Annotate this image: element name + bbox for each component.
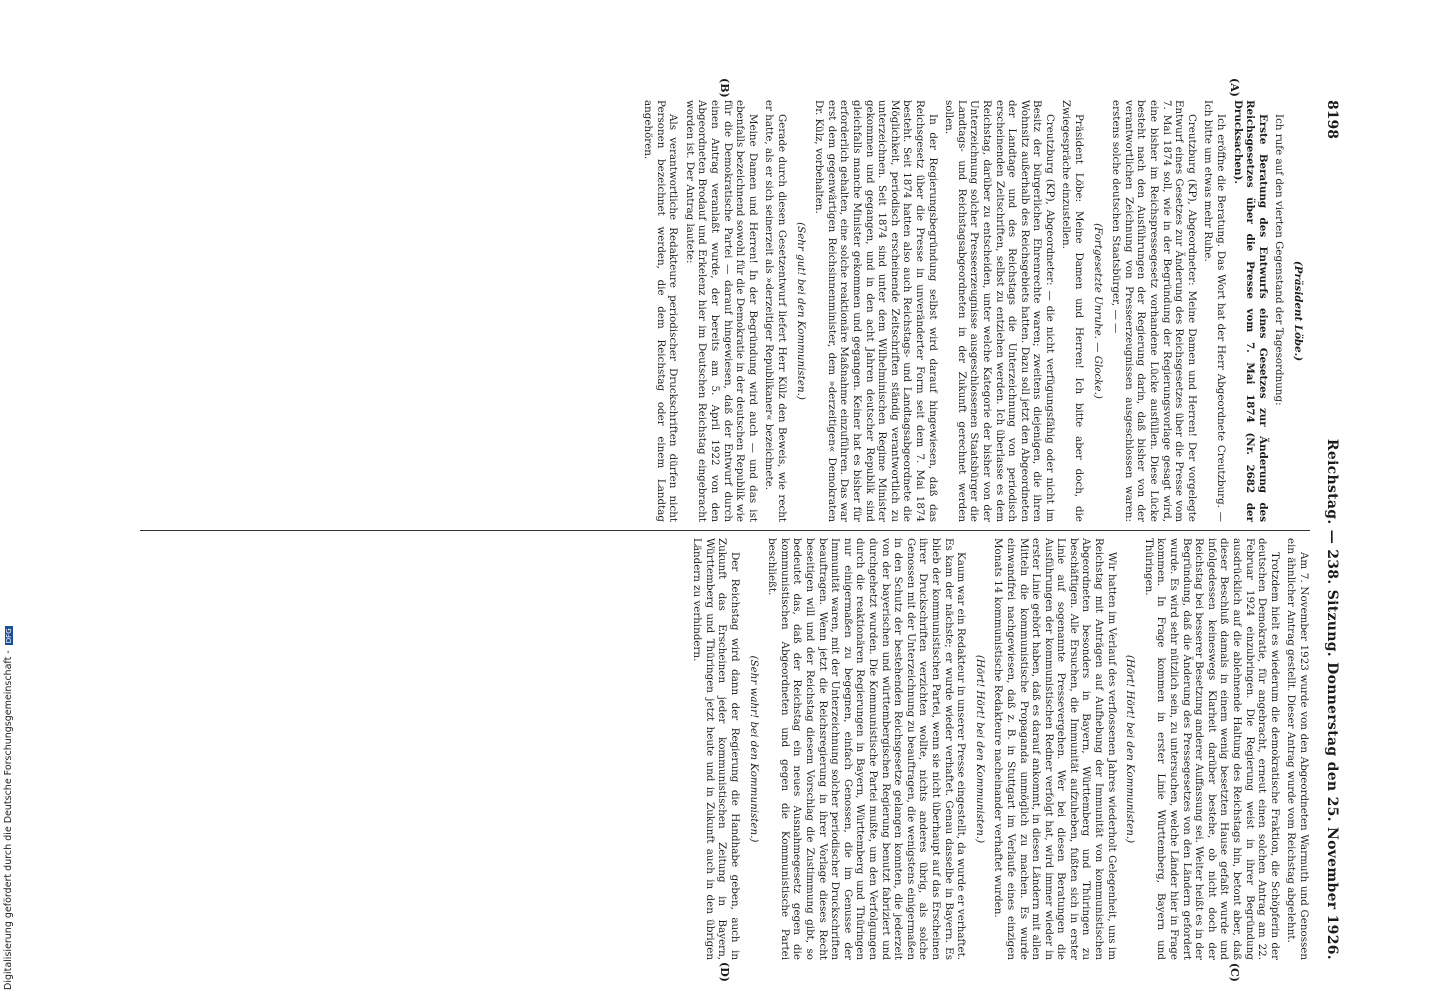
interjection: (Fortgesetzte Unruhe. — Glocke.) bbox=[1091, 223, 1104, 399]
paragraph: Präsident Löbe: Meine Damen und Herren! Ich bitte aber doch, die Zwiegespräche einzustellen. bbox=[1060, 100, 1086, 522]
scanned-page bbox=[120, 78, 1360, 982]
paragraph: Meine Damen und Herren! In der Begründung wird auch — und das ist ebenfalls bezeichnend sowohl für die Demokratie in der deutschen Republik wie für die Demokratische Partei — darauf hingewiesen, daß der Entwurf durch einen Antrag veranlaßt wurde, der bereits am 5. April 1922 von den Abgeordneten Brodauf und Erkelenz hier im Deutschen Reichstag eingebracht worden ist. Der Antrag lautete: bbox=[683, 100, 759, 522]
column-divider bbox=[140, 530, 1310, 531]
paragraph: Trotzdem hielt es wiederum die demokratische Fraktion, die Schöpferin der deutschen Demokratie, für angebracht, erneut einen solchen Antrag am 22. Februar 1924 einzubringen. Die Regierung weist in ihrer Begründung ausdrücklich auf die ablehnende Haltung des Reichstags hin, betont aber, daß dieser Beschluß damals in einem wenig besetzten Hause gefaßt wurde und infolgedessen keineswegs Klarheit darüber bestehe, ob nicht doch der Reichstag bei besserer Besetzung anderer Auffassung sei. Weiter heißt es in der Begründung, daß die Änderung des Pressegesetzes von den Ländern gefordert wurde. Es wird sehr nützlich sein, zu untersuchen, welche Länder hier in Frage kommen. In Frage kommen in erster Linie Württemberg, Bayern und Thüringen. bbox=[1142, 538, 1281, 960]
paragraph: Kaum war ein Redakteur in unserer Presse eingestellt, da wurde er verhaftet. Es kam der nächste; er wurde wieder verhaftet. Genau dasselbe in Bayern. Es blieb der kommunistischen Partei, wenn sie nicht überhaupt auf das Erscheinen ihrer Druckschriften verzichten wollte, nichts anderes übrig, als solche Genossen mit der Unterzeichnung zu beauftragen, die wenigstens einigermaßen in den Schutz der bestehenden Reichsgesetze gelangen konnten, die jederzeit von der bayerischen und württembergischen Regierung benutzt fabriziert und durchgehetzt wurden. Die Kommunistische Partei mußte, um den Verfolgungen durch die reaktionären Regierungen in Bayern, Württemberg und Thüringen nur einigermaßen zu begegnen, einfach Genossen, die im Genusse der Immunität waren, mit der Unterzeichnung solcher periodischer Druckschriften beauftragen. Wenn jetzt die Reichsregierung in ihrer Vorlage dieses Recht beseitigen will und der Reichstag diesem Vorschlag die Zustimmung gibt, so bedeutet das, daß der Reichstag ein neues Ausnahmegesetz gegen die kommunistischen Abgeordneten und gegen die Kommunistische Partei beschließt. bbox=[766, 538, 968, 960]
paragraph: Der Reichstag wird dann der Regierung die Handhabe geben, auch in Zukunft das Erscheinen jeder kommunistischen Zeitung in Bayern, Württemberg und Thüringen jetzt heute und in Zukunft auch in den übrigen Ländern zu verhindern. bbox=[691, 538, 742, 960]
interjection: (Sehr gut! bei den Kommunisten.) bbox=[794, 222, 807, 400]
paragraph: Wir hatten im Verlauf des verflossenen Jahres wiederholt Gelegenheit, uns im Reichstag mit Anträgen auf Aufhebung der Immunität von kommunistischen Abgeordneten besonders in Bayern, Württemberg und Thüringen zu beschäftigen. Alle Ersuchen, die Immunität aufzuheben, fußten sich in erster Linie auf sogenannte Pressevergehen. Wer bei diesen Beratungen die Ausführungen der kommunistischen Redner verfolgt hat, wird immer wieder in erster Linie gehört haben, daß es darauf ankommt, in diesen Ländern mit allen Mitteln die kommunistische Propaganda unmöglich zu machen. Es wurde einwandfrei nachgewiesen, daß z. B. in Stuttgart im Verlaufe eines einzigen Monats 14 kommunistische Redakteure nacheinander verhaftet wurden. bbox=[992, 538, 1118, 960]
digitization-note-text: Digitalisierung gefördert durch die Deutsche Forschungsgemeinschaft - bbox=[3, 650, 14, 990]
page-content bbox=[140, 78, 1340, 982]
page-number: 8198 bbox=[1324, 100, 1340, 139]
agenda-item: Erste Beratung des Entwurfs eines Gesetzes zur Änderung des Reichsgesetzes über die Presse vom 7. Mai 1874 (Nr. 2682 der Drucksachen). bbox=[1231, 100, 1269, 522]
quote: Als verantwortliche Redakteure periodischer Druckschriften dürfen nicht Personen bezeichnet werden, die dem Reichstag oder einem Landtag angehören. bbox=[642, 100, 680, 522]
dfg-logo: DFG bbox=[5, 628, 13, 644]
interjection: (Sehr wahr! bei den Kommunisten.) bbox=[747, 655, 760, 843]
paragraph: Creutzburg (KP), Abgeordneter: Meine Damen und Herren! Der vorgelegte Entwurf eines Gesetzes zur Änderung des Reichsgesetzes über die Presse vom 7. Mai 1874 soll, wie in der Begründung der Regierungsvorlage gesagt wird, eine bisher im Reichspressegesetz vorhandene Lücke ausfüllen. Diese Lücke besteht nach den Ausführungen der Regierung darin, daß bisher von der verantwortlichen Zeichnung von Presseerzeugnissen ausgeschlossen waren: erstens solche deutschen Staatsbürger, — — bbox=[1110, 100, 1198, 522]
right-column bbox=[140, 538, 1310, 982]
margin-marker-a: (A) bbox=[1228, 78, 1241, 97]
left-column bbox=[140, 78, 1310, 522]
margin-marker-b: (B) bbox=[718, 78, 731, 98]
interjection: (Hört! Hört! bei den Kommunisten.) bbox=[1124, 654, 1137, 844]
paragraph: Ich eröffne die Beratung. Das Wort hat der Herr Abgeordnete Creutzburg. — Ich bitte um etwas mehr Ruhe. bbox=[1202, 100, 1228, 522]
page-header bbox=[1318, 100, 1340, 960]
paragraph: Ich rufe auf den vierten Gegenstand der Tagesordnung: bbox=[1273, 114, 1286, 406]
digitization-note bbox=[3, 626, 14, 990]
paragraph: Gerade durch diesen Gesetzentwurf liefert Herr Külz den Beweis, wie recht er hatte, als er sich seinerzeit als »derzeitiger Republikaner« bezeichnete. bbox=[763, 100, 789, 522]
margin-marker-c: (C) bbox=[1228, 962, 1241, 982]
page-title: Reichstag. — 238. Sitzung. Donnerstag den 25. November 1926. bbox=[1324, 438, 1340, 960]
speaker-note: (Präsident Löbe.) bbox=[1292, 260, 1304, 362]
interjection: (Hört! Hört! bei den Kommunisten.) bbox=[973, 654, 986, 844]
side-footer bbox=[0, 0, 16, 1000]
paragraph: Am 7. November 1923 wurde von den Abgeordneten Warmuth und Genossen ein ähnlicher Antrag gestellt. Dieser Antrag wurde vom Reichstag abgelehnt. bbox=[1285, 538, 1310, 960]
margin-marker-d: (D) bbox=[718, 962, 731, 982]
paragraph: Creutzburg (KP), Abgeordneter: — die nicht verfügungsfähig oder nicht im Besitz der bürgerlichen Ehrenrechte waren; zweitens diejenigen, die ihren Wohnsitz außerhalb des Reichsgebiets hatten. Dazu soll jetzt den Abgeordneten der Landtage und des Reichstags die Unterzeichnung von periodisch erscheinenden Zeitschriften, selbst zu entziehen werden. Ich überlasse es dem Reichstag, darüber zu entscheiden, unter welche Kategorie der bisher von der Unterzeichnung solcher Presseerzeugnisse ausgeschlossenen Staatsbürger die Landtags- und Reichstagsabgeordneten in der Zukunft gerechnet werden sollen. bbox=[943, 100, 1056, 522]
paragraph: In der Regierungsbegründung selbst wird darauf hingewiesen, daß das Reichsgesetz über die Presse in unveränderter Form seit dem 7. Mai 1874 besteht. Seit 1874 hatten also auch Reichstags- und Landtagsabgeordnete die Möglichkeit, periodisch erscheinende Zeitschriften ständig verantwortlich zu unterzeichnen. Seit 1874 sind unter dem Wilhelminischen Regime Minister gekommen und gegangen, und in den acht Jahren deutscher Republik sind gleichfalls manche Minister gekommen und gegangen. Keiner hat es bisher für erforderlich gehalten, eine solche reaktionäre Maßnahme einzuführen. Das war erst dem gegenwärtigen Reichsinnenminister, dem »derzeitigen« Demokraten Dr. Külz, vorbehalten. bbox=[813, 100, 939, 522]
